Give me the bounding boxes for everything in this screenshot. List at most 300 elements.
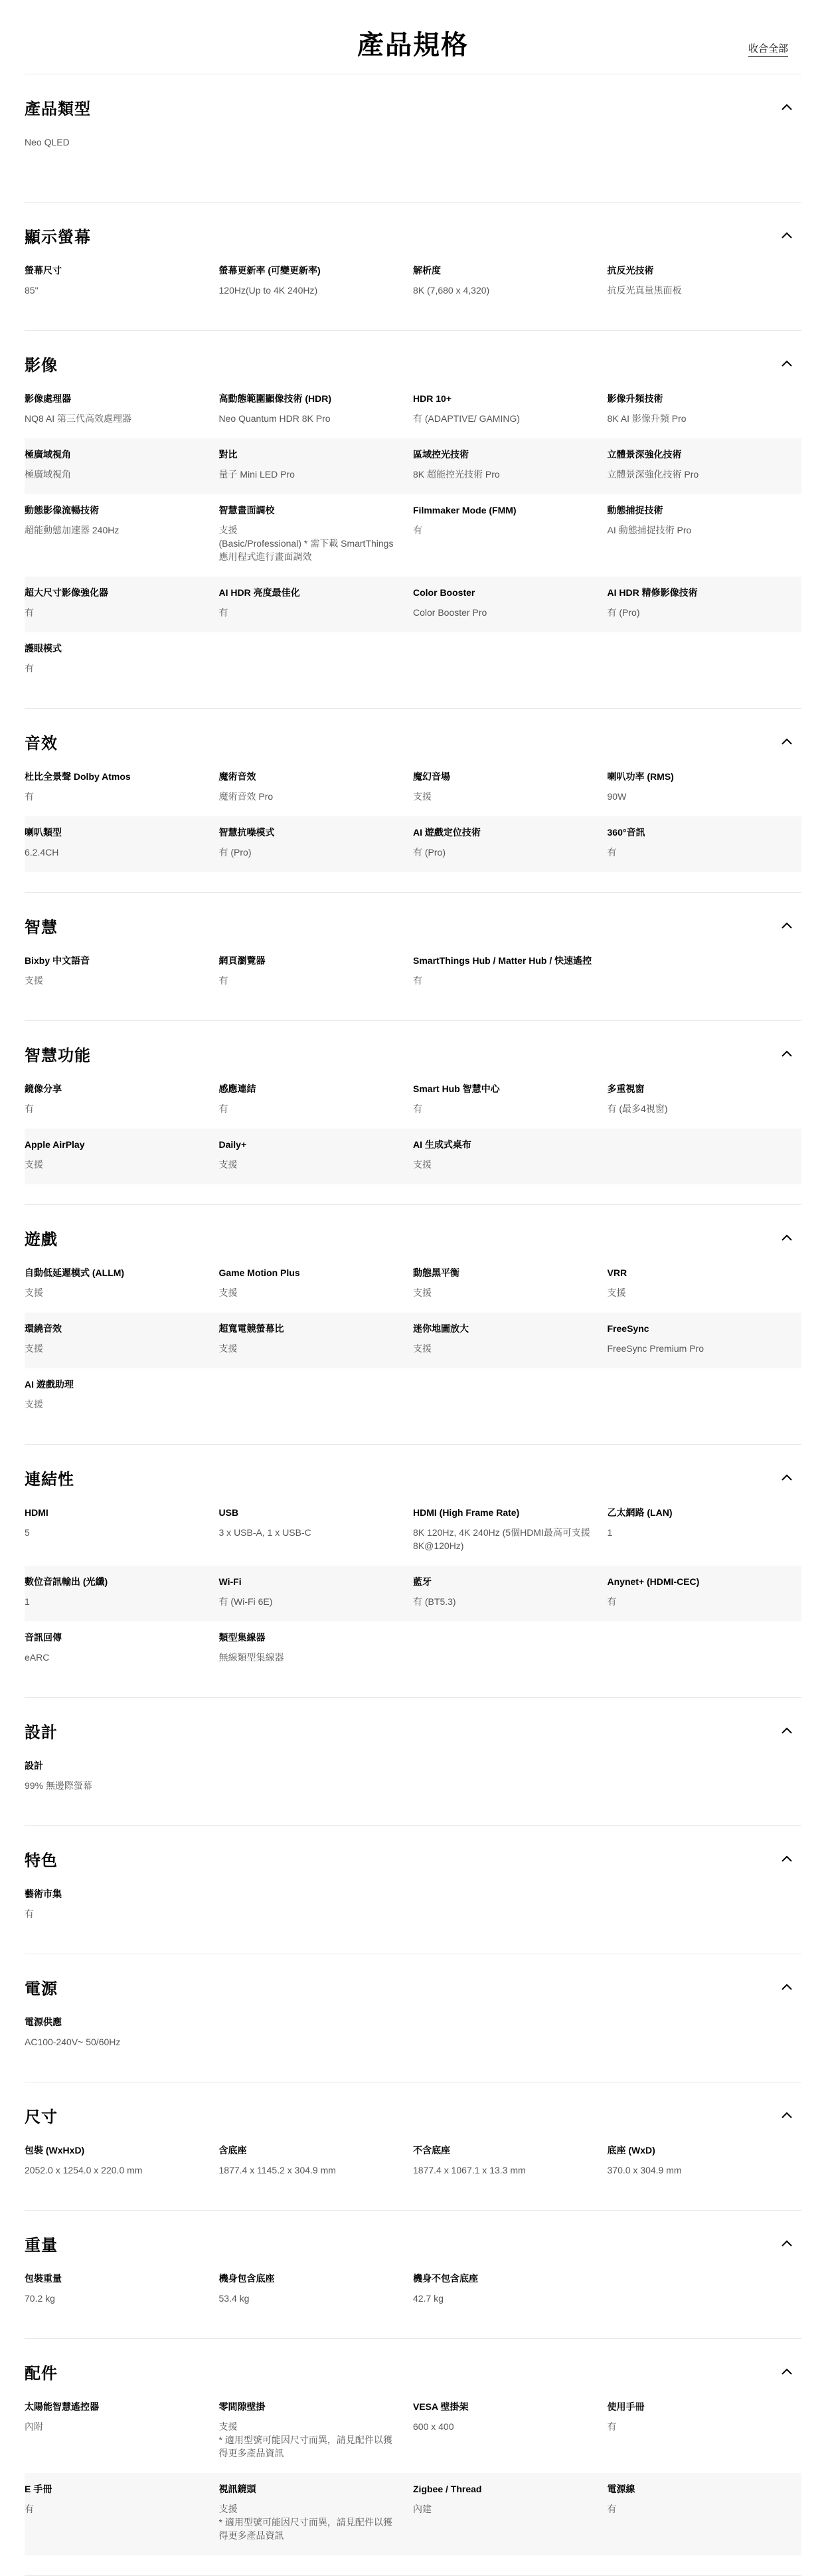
spec-item <box>219 761 414 816</box>
section-header[interactable] <box>25 1698 801 1750</box>
spec-value: 支援 * 適用型號可能因尺寸而異，請見配件以獲得更多產品資訊 <box>218 2421 392 2458</box>
spec-row <box>25 1073 801 1129</box>
spec-section <box>25 1021 801 1205</box>
spec-item <box>219 2473 414 2555</box>
section-title: 產品類型 <box>25 100 91 118</box>
spec-value: 2052.0 x 1254.0 x 220.0 mm <box>25 2165 143 2175</box>
spec-row <box>25 494 801 577</box>
spec-item <box>25 383 219 438</box>
spec-item <box>25 945 219 1000</box>
spec-value: 6.2.4CH <box>25 847 59 858</box>
spec-item <box>219 2006 414 2062</box>
spec-item <box>413 2262 608 2318</box>
spec-label: 鏡像分享 <box>25 1083 62 1094</box>
spec-item <box>608 1257 802 1313</box>
spec-label: 環繞音效 <box>25 1323 62 1334</box>
spec-item <box>25 1750 219 1805</box>
spec-item <box>608 816 802 872</box>
spec-section <box>25 709 801 893</box>
spec-label: 不含底座 <box>413 2145 450 2156</box>
spec-item <box>413 577 608 632</box>
spec-label: Color Booster <box>413 587 475 598</box>
spec-section <box>25 1205 801 1445</box>
section-title: 智慧 <box>25 918 58 937</box>
spec-item <box>413 761 608 816</box>
spec-section <box>25 893 801 1021</box>
spec-label: 螢幕尺寸 <box>25 265 62 276</box>
spec-item <box>219 1129 414 1184</box>
spec-label: 包裝 (WxHxD) <box>25 2145 85 2156</box>
spec-label: 智慧抗噪模式 <box>218 827 275 838</box>
spec-value: 支援 <box>218 1159 238 1170</box>
spec-item <box>608 1313 802 1368</box>
spec-item <box>608 1566 802 1621</box>
spec-item <box>219 816 414 872</box>
spec-item <box>413 383 608 438</box>
spec-row <box>25 2006 801 2062</box>
page-title: 產品規格 <box>357 31 469 60</box>
spec-item <box>25 2262 219 2318</box>
spec-value: 支援 <box>25 1287 43 1298</box>
spec-item <box>413 1878 608 1934</box>
spec-value: 90W <box>607 791 627 802</box>
spec-value: 有 <box>607 2504 617 2514</box>
spec-value: 有 (Pro) <box>218 847 252 858</box>
spec-value: 42.7 kg <box>413 2293 444 2304</box>
spec-row <box>25 1878 801 1934</box>
spec-value: 有 <box>413 525 422 535</box>
spec-label: 影像處理器 <box>25 393 71 404</box>
spec-item <box>608 438 802 494</box>
spec-label: 機身包含底座 <box>218 2273 275 2284</box>
spec-label: 杜比全景聲 Dolby Atmos <box>25 771 131 782</box>
spec-label: 區域控光技術 <box>413 449 469 460</box>
spec-value: 有 <box>607 1596 617 1607</box>
spec-row <box>25 1129 801 1184</box>
chevron-up-icon[interactable] <box>778 2106 796 2124</box>
section-title: 重量 <box>25 2236 58 2254</box>
spec-label: 動態影像流暢技術 <box>25 505 99 515</box>
spec-label: Apple AirPlay <box>25 1139 85 1150</box>
spec-value: 量子 Mini LED Pro <box>218 469 295 480</box>
chevron-up-icon[interactable] <box>778 916 796 935</box>
collapse-all-link[interactable]: 收合全部 <box>748 41 788 57</box>
spec-item <box>413 126 608 182</box>
spec-item <box>219 1566 414 1621</box>
spec-row <box>25 1368 801 1424</box>
spec-label: Zigbee / Thread <box>413 2484 482 2494</box>
spec-value: 立體景深強化技術 Pro <box>607 469 699 480</box>
spec-sections <box>25 74 801 2576</box>
spec-item <box>219 1313 414 1368</box>
spec-label: 影像升頻技術 <box>607 393 663 404</box>
spec-value: 有 <box>218 1103 228 1114</box>
spec-value: 魔術音效 Pro <box>218 791 274 802</box>
section-header[interactable] <box>25 2339 801 2391</box>
spec-label: 超大尺寸影像強化器 <box>25 587 108 598</box>
spec-item <box>219 2262 414 2318</box>
spec-label: Game Motion Plus <box>218 1267 300 1278</box>
spec-value: 有 (ADAPTIVE/ GAMING) <box>413 413 521 424</box>
spec-label: Filmmaker Mode (FMM) <box>413 505 517 515</box>
spec-label: 使用手冊 <box>607 2401 645 2412</box>
spec-item <box>413 1497 608 1566</box>
spec-row <box>25 1313 801 1368</box>
spec-value: 有 (最多4視窗) <box>607 1103 668 1114</box>
section-title: 音效 <box>25 734 58 753</box>
spec-row <box>25 945 801 1000</box>
section-title: 智慧功能 <box>25 1046 91 1065</box>
spec-row <box>25 1566 801 1621</box>
spec-value: 支援 <box>25 1343 43 1354</box>
spec-item <box>413 1750 608 1805</box>
spec-value: 8K (7,680 x 4,320) <box>413 285 490 296</box>
spec-value: 超能動態加速器 240Hz <box>25 525 120 535</box>
spec-value: 有 (Pro) <box>413 847 446 858</box>
spec-value: 支援 <box>25 1159 43 1170</box>
spec-value: 5 <box>25 1527 30 1538</box>
spec-section <box>25 1954 801 2082</box>
section-header[interactable] <box>25 203 801 254</box>
spec-value: eARC <box>25 1652 50 1663</box>
spec-item <box>25 632 219 688</box>
spec-label: AI 生成式桌布 <box>413 1139 471 1150</box>
spec-label: 零間隙壁掛 <box>218 2401 266 2412</box>
chevron-up-icon[interactable] <box>778 226 796 244</box>
spec-value: 53.4 kg <box>218 2293 250 2304</box>
spec-value: 有 <box>25 1908 34 1919</box>
spec-item <box>219 438 414 494</box>
spec-item <box>413 2473 608 2555</box>
spec-value: 極廣域視角 <box>25 469 71 480</box>
spec-row <box>25 254 801 310</box>
spec-item <box>25 1878 219 1934</box>
spec-value: 支援 <box>413 791 432 802</box>
spec-label: 解析度 <box>413 265 441 276</box>
spec-row <box>25 126 801 182</box>
spec-label: 網頁瀏覽器 <box>218 955 266 966</box>
spec-value: 70.2 kg <box>25 2293 55 2304</box>
chevron-up-icon[interactable] <box>778 98 796 116</box>
spec-label: E 手冊 <box>25 2484 52 2494</box>
spec-section <box>25 1445 801 1698</box>
spec-label: Anynet+ (HDMI-CEC) <box>607 1576 700 1587</box>
spec-label: AI HDR 亮度最佳化 <box>218 587 300 598</box>
spec-section <box>25 2082 801 2211</box>
chevron-up-icon[interactable] <box>778 1721 796 1740</box>
spec-item <box>25 1257 219 1313</box>
spec-row <box>25 816 801 872</box>
chevron-up-icon[interactable] <box>778 354 796 373</box>
spec-label: 電源供應 <box>25 2017 62 2027</box>
spec-label: 底座 (WxD) <box>607 2145 655 2156</box>
spec-item <box>219 126 414 182</box>
section-title: 影像 <box>25 356 58 375</box>
spec-item <box>413 1313 608 1368</box>
spec-value: Color Booster Pro <box>413 607 487 618</box>
spec-value: 支援 (Basic/Professional) * 需下載 SmartThings 應用程式進行畫面調效 <box>218 525 394 562</box>
spec-item <box>608 761 802 816</box>
spec-row <box>25 1257 801 1313</box>
spec-label: 感應連結 <box>218 1083 256 1094</box>
spec-item <box>413 2006 608 2062</box>
spec-item <box>608 2391 802 2473</box>
spec-label: VESA 壁掛架 <box>413 2401 469 2412</box>
spec-label: Daily+ <box>218 1139 247 1150</box>
spec-value: AI 動態捕捉技術 Pro <box>607 525 692 535</box>
spec-label: 抗反光技術 <box>607 265 654 276</box>
spec-item <box>608 254 802 310</box>
spec-value: 有 (Pro) <box>607 607 640 618</box>
chevron-up-icon[interactable] <box>778 1978 796 1996</box>
section-header[interactable] <box>25 709 801 761</box>
spec-item <box>608 1368 802 1424</box>
spec-value: 有 (BT5.3) <box>413 1596 456 1607</box>
section-title: 連結性 <box>25 1470 74 1489</box>
spec-item <box>25 2391 219 2473</box>
section-header[interactable] <box>25 1205 801 1257</box>
spec-label: 電源線 <box>607 2484 635 2494</box>
spec-item <box>413 1368 608 1424</box>
section-header[interactable] <box>25 1021 801 1073</box>
spec-label: 包裝重量 <box>25 2273 62 2284</box>
spec-value: 有 <box>218 975 228 986</box>
section-title: 顯示螢幕 <box>25 228 91 246</box>
spec-item <box>219 632 414 688</box>
spec-item <box>608 494 802 577</box>
spec-item <box>413 494 608 577</box>
spec-label: 多重視窗 <box>607 1083 645 1094</box>
spec-value: 600 x 400 <box>413 2421 454 2432</box>
spec-label: Bixby 中文語音 <box>25 955 90 966</box>
chevron-up-icon[interactable] <box>778 1468 796 1487</box>
spec-value: 支援 <box>25 975 43 986</box>
spec-label: 太陽能智慧遙控器 <box>25 2401 99 2412</box>
spec-label: 含底座 <box>218 2145 247 2156</box>
spec-item <box>413 632 608 688</box>
spec-item <box>219 383 414 438</box>
spec-value: 99% 無邊際螢幕 <box>25 1780 92 1791</box>
spec-section <box>25 2211 801 2339</box>
spec-item <box>25 2134 219 2190</box>
spec-item <box>25 816 219 872</box>
spec-label: 類型集線器 <box>218 1632 266 1643</box>
spec-label: AI 遊戲助理 <box>25 1379 74 1390</box>
spec-label: HDMI (High Frame Rate) <box>413 1507 520 1518</box>
spec-value: 支援 <box>25 1399 43 1410</box>
spec-section <box>25 74 801 203</box>
spec-row <box>25 577 801 632</box>
spec-label: HDMI <box>25 1507 48 1518</box>
section-header[interactable] <box>25 1826 801 1878</box>
section-header[interactable] <box>25 74 801 126</box>
spec-label: 魔幻音場 <box>413 771 450 782</box>
spec-item <box>219 1750 414 1805</box>
spec-item <box>608 632 802 688</box>
spec-label: USB <box>218 1507 239 1518</box>
spec-label: 立體景深強化技術 <box>607 449 682 460</box>
spec-label: 對比 <box>218 449 238 460</box>
spec-row <box>25 2473 801 2555</box>
spec-label: FreeSync <box>607 1323 649 1334</box>
spec-value: FreeSync Premium Pro <box>607 1343 704 1354</box>
spec-section <box>25 2339 801 2576</box>
chevron-up-icon[interactable] <box>778 732 796 751</box>
spec-value: 有 <box>607 2421 617 2432</box>
spec-value: 370.0 x 304.9 mm <box>607 2165 682 2175</box>
section-title: 尺寸 <box>25 2108 58 2126</box>
spec-row <box>25 2391 801 2473</box>
spec-item <box>219 1073 414 1129</box>
spec-item <box>219 254 414 310</box>
spec-item <box>608 1750 802 1805</box>
spec-item <box>25 2473 219 2555</box>
spec-value: 內附 <box>25 2421 43 2432</box>
section-title: 配件 <box>25 2364 58 2383</box>
spec-value: 有 (Wi-Fi 6E) <box>218 1596 273 1607</box>
section-header[interactable] <box>25 1954 801 2006</box>
spec-section <box>25 1826 801 1954</box>
spec-item <box>25 1621 219 1677</box>
spec-item <box>25 2006 219 2062</box>
spec-value: 1877.4 x 1067.1 x 13.3 mm <box>413 2165 526 2175</box>
spec-item <box>219 2391 414 2473</box>
spec-item <box>608 1129 802 1184</box>
spec-item <box>608 1878 802 1934</box>
spec-value: 內建 <box>413 2504 432 2514</box>
spec-item <box>25 577 219 632</box>
spec-item <box>219 577 414 632</box>
spec-label: 護眼模式 <box>25 643 62 654</box>
spec-item <box>413 438 608 494</box>
spec-item <box>219 1497 414 1566</box>
spec-value: 有 <box>413 1103 422 1114</box>
spec-label: HDR 10+ <box>413 393 452 404</box>
spec-item <box>25 1313 219 1368</box>
spec-value: 支援 <box>413 1159 432 1170</box>
spec-value: 有 <box>25 607 34 618</box>
spec-item <box>608 2006 802 2062</box>
spec-item <box>608 2262 802 2318</box>
spec-item <box>413 816 608 872</box>
spec-item <box>413 1257 608 1313</box>
spec-value: 有 <box>413 975 422 986</box>
spec-value: NQ8 AI 第三代高效處理器 <box>25 413 132 424</box>
spec-item <box>413 2391 608 2473</box>
spec-value: 3 x USB-A, 1 x USB-C <box>218 1527 311 1538</box>
section-header[interactable] <box>25 331 801 383</box>
spec-label: 高動態範圍顯像技術 (HDR) <box>218 393 332 404</box>
spec-item <box>219 2134 414 2190</box>
spec-item <box>413 2134 608 2190</box>
spec-section <box>25 1698 801 1826</box>
spec-value: 85" <box>25 285 39 296</box>
spec-label: 動態黑平衡 <box>413 1267 459 1278</box>
spec-value: 有 <box>25 663 34 674</box>
spec-item <box>25 1368 219 1424</box>
spec-label: 設計 <box>25 1760 43 1771</box>
spec-row <box>25 2134 801 2190</box>
spec-label: Smart Hub 智慧中心 <box>413 1083 500 1094</box>
spec-value: 支援 <box>413 1343 432 1354</box>
spec-row <box>25 632 801 688</box>
section-header[interactable] <box>25 1445 801 1497</box>
spec-row <box>25 383 801 438</box>
spec-item <box>608 1497 802 1566</box>
spec-value: 8K 超能控光技術 Pro <box>413 469 500 480</box>
spec-item <box>219 494 414 577</box>
spec-item <box>608 1073 802 1129</box>
spec-label: 超寬電競螢幕比 <box>218 1323 284 1334</box>
spec-value: 1877.4 x 1145.2 x 304.9 mm <box>218 2165 336 2175</box>
spec-item <box>25 126 219 182</box>
spec-label: 機身不包含底座 <box>413 2273 478 2284</box>
section-header[interactable] <box>25 2082 801 2134</box>
spec-item <box>219 1878 414 1934</box>
section-title: 遊戲 <box>25 1230 58 1249</box>
spec-value: 抗反光真量黑面板 <box>607 285 682 296</box>
spec-item <box>25 1129 219 1184</box>
spec-item <box>413 1566 608 1621</box>
spec-row <box>25 761 801 816</box>
spec-label: 自動低延遲模式 (ALLM) <box>25 1267 125 1278</box>
spec-label: 視訊鏡頭 <box>218 2484 256 2494</box>
chevron-up-icon[interactable] <box>778 1228 796 1247</box>
spec-item <box>608 945 802 1000</box>
spec-label: 喇叭功率 (RMS) <box>607 771 674 782</box>
section-title: 電源 <box>25 1979 58 1998</box>
spec-section <box>25 331 801 709</box>
spec-item <box>608 2473 802 2555</box>
spec-section <box>25 203 801 331</box>
spec-value: 有 <box>25 791 34 802</box>
spec-item <box>608 126 802 182</box>
spec-label: 螢幕更新率 (可變更新率) <box>218 265 321 276</box>
spec-label: 迷你地圖放大 <box>413 1323 469 1334</box>
spec-item <box>608 2134 802 2190</box>
chevron-up-icon[interactable] <box>778 2362 796 2381</box>
spec-value: 支援 * 適用型號可能因尺寸而異，請見配件以獲得更多產品資訊 <box>218 2504 392 2541</box>
spec-value: 支援 <box>218 1287 238 1298</box>
spec-item <box>608 1621 802 1677</box>
spec-value: 支援 <box>607 1287 626 1298</box>
spec-label: 音訊回傳 <box>25 1632 62 1643</box>
spec-header <box>25 0 801 74</box>
spec-label: SmartThings Hub / Matter Hub / 快速遙控 <box>413 955 592 966</box>
spec-label: 動態捕捉技術 <box>607 505 663 515</box>
chevron-up-icon[interactable] <box>778 2234 796 2253</box>
spec-row <box>25 2262 801 2318</box>
spec-value: 8K 120Hz, 4K 240Hz (5個HDMI最高可支援 8K@120Hz) <box>413 1527 590 1551</box>
spec-value: 1 <box>607 1527 613 1538</box>
spec-row <box>25 438 801 494</box>
spec-value: 有 <box>25 1103 34 1114</box>
spec-label: AI HDR 精修影像技術 <box>607 587 698 598</box>
section-header[interactable] <box>25 893 801 945</box>
spec-item <box>413 1129 608 1184</box>
section-header[interactable] <box>25 2211 801 2262</box>
spec-row <box>25 1750 801 1805</box>
spec-item <box>219 945 414 1000</box>
spec-item <box>413 254 608 310</box>
spec-label: 數位音訊輸出 (光纖) <box>25 1576 108 1587</box>
chevron-up-icon[interactable] <box>778 1044 796 1063</box>
spec-label: 智慧畫面調校 <box>218 505 275 515</box>
spec-value: 120Hz(Up to 4K 240Hz) <box>218 285 318 296</box>
spec-label: 極廣域視角 <box>25 449 71 460</box>
section-title: 設計 <box>25 1723 58 1742</box>
chevron-up-icon[interactable] <box>778 1849 796 1868</box>
